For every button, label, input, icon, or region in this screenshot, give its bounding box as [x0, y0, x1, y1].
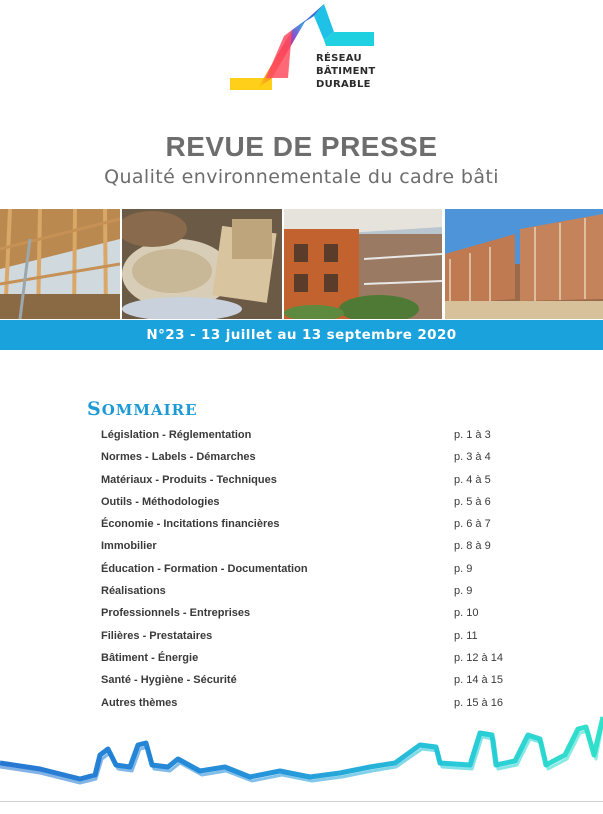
toc-item-title: Outils - Méthodologies [101, 495, 220, 508]
toc-item-pages: p. 8 à 9 [454, 540, 491, 553]
toc-item-title: Professionnels - Entreprises [101, 607, 251, 620]
toc-item-pages: p. 9 [454, 562, 473, 575]
toc-item-title: Législation - Réglementation [101, 429, 252, 441]
toc-item[interactable] [101, 538, 521, 560]
sommaire-heading-initial: S [87, 398, 102, 420]
photo-modern-building [445, 209, 603, 319]
toc-item[interactable] [101, 628, 521, 650]
toc-item-pages: p. 10 [454, 607, 479, 620]
photo-courtyard [284, 209, 442, 319]
page-divider [0, 801, 603, 802]
toc-item-title: Filières - Prestataires [101, 629, 213, 642]
page-title: REVUE DE PRESSE [165, 131, 438, 162]
logo-line: DURABLE [316, 79, 371, 90]
toc-item-title: Bâtiment - Énergie [101, 651, 199, 664]
toc-item[interactable] [101, 427, 521, 449]
toc-item-title: Immobilier [101, 540, 157, 553]
toc-item-pages: p. 3 à 4 [454, 451, 491, 464]
toc-item-pages: p. 4 à 5 [454, 473, 491, 486]
toc-item-pages: p. 12 à 14 [454, 651, 503, 664]
toc-item-pages: p. 11 [454, 629, 478, 642]
toc-item[interactable] [101, 449, 521, 471]
toc-item-title: Santé - Hygiène - Sécurité [101, 674, 237, 687]
sommaire-heading [87, 398, 198, 420]
toc-item-title: Autres thèmes [101, 696, 178, 709]
toc-item[interactable] [101, 516, 521, 538]
toc-item-pages: p. 1 à 3 [454, 429, 491, 441]
toc-item[interactable] [101, 605, 521, 627]
page-subtitle: Qualité environnementale du cadre bâti [104, 166, 499, 188]
toc-item[interactable] [101, 672, 521, 694]
toc-item-title: Normes - Labels - Démarches [101, 451, 256, 464]
skyline-ribbon-icon [0, 705, 603, 795]
toc-item-title: Éducation - Formation - Documentation [101, 562, 308, 575]
skyline-ribbon [0, 705, 603, 795]
table-of-contents [101, 427, 521, 717]
toc-item-pages: p. 15 à 16 [454, 696, 503, 709]
toc-item[interactable] [101, 583, 521, 605]
toc-item[interactable] [101, 650, 521, 672]
logo-line: RÉSEAU [316, 53, 362, 64]
issue-band: N°23 - 13 juillet au 13 septembre 2020 [0, 320, 603, 350]
toc-item[interactable] [101, 494, 521, 516]
toc-item-pages: p. 5 à 6 [454, 495, 491, 508]
toc-item[interactable] [101, 472, 521, 494]
toc-item-pages: p. 14 à 15 [454, 674, 503, 687]
toc-item-title: Réalisations [101, 585, 166, 598]
photo-insulation [122, 209, 282, 319]
photo-strip [0, 209, 603, 319]
toc-item-pages: p. 6 à 7 [454, 518, 491, 531]
photo-wood-frame [0, 209, 120, 319]
toc-item-title: Matériaux - Produits - Techniques [101, 473, 277, 486]
sommaire-heading-rest: OMMAIRE [101, 401, 198, 419]
toc-item-pages: p. 9 [454, 585, 473, 598]
toc-item[interactable] [101, 561, 521, 583]
logo-line: BÂTIMENT [316, 66, 376, 77]
logo-wordmark [316, 52, 376, 91]
toc-item-title: Économie - Incitations financières [101, 518, 280, 531]
